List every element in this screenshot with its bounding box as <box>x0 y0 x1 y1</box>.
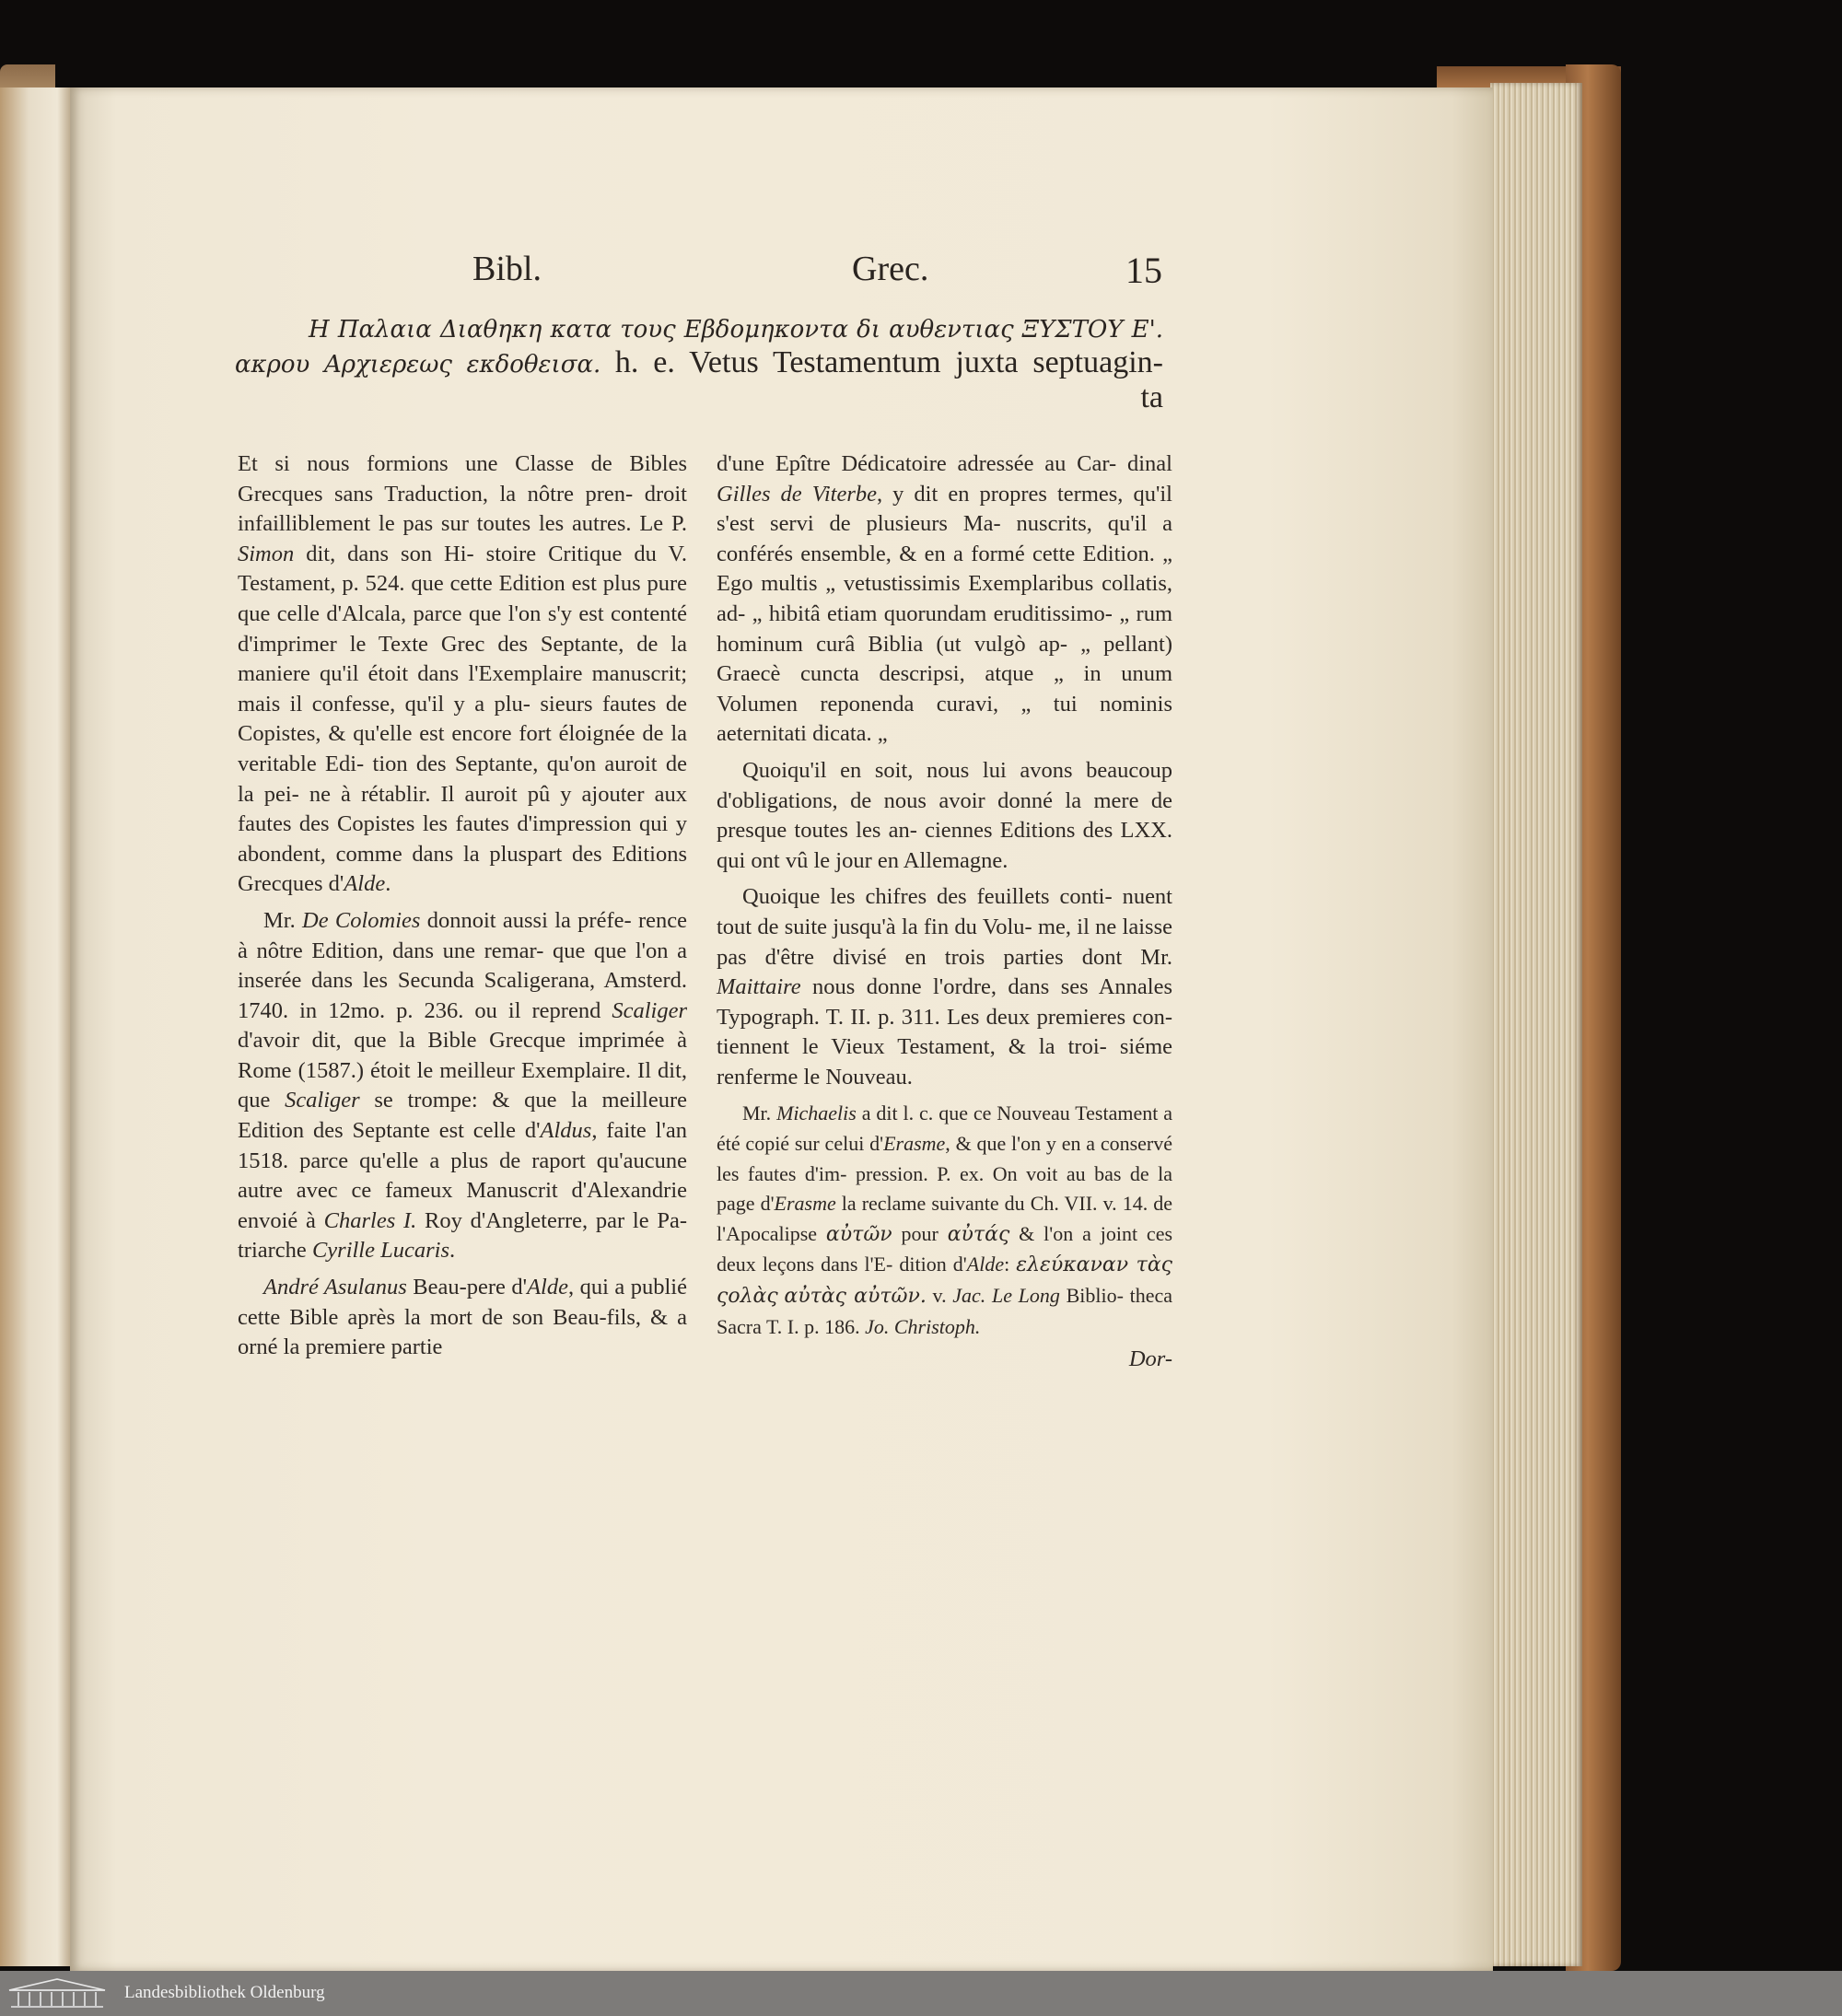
entry-latin-line3: ta <box>1140 380 1163 414</box>
right-paragraph-4: Mr. Michaelis a dit l. c. que ce Nouveau Testament a été copié sur celui d'Erasme, & que l'on y en a conservé les fautes d'im- pression. P. ex. On voit au bas de la page d'Erasme la reclame suivante du Ch. VII. v. 14. de l'Apocalipse αὐτῶν pour αὐτάς & l'on a joint ces deux leçons dans l'E- dition d'Alde: ελεύκαναν τὰς ςολὰς αὐτὰς αὐτῶν. v. Jac. Le Long Biblio- theca Sacra T. I. p. 186. Jo. Christoph. <box>717 1101 1173 1338</box>
page-number: 15 <box>1125 250 1162 291</box>
entry-greek-line2: ακρου Αρχιερεως εκδοθεισα. <box>235 351 601 379</box>
library-name: Landesbibliothek Oldenburg <box>124 1983 325 2002</box>
left-column <box>238 449 687 1369</box>
library-building-icon <box>6 1975 109 2010</box>
bibliographic-entry <box>235 313 1163 414</box>
entry-latin-line2: h. e. Vetus Testamentum juxta septuagin- <box>614 345 1163 379</box>
right-paragraph-2: Quoiqu'il en soit, nous lui avons beaucoup d'obligations, de nous avoir donné la mere de presque toutes les an- ciennes Editions des LXX. qui ont vû le jour en Allemagne. <box>717 757 1173 873</box>
page-edges <box>1490 83 1582 1966</box>
right-paragraph-3: Quoique les chifres des feuillets conti- nuent tout de suite jusqu'à la fin du Volu- me, il ne laisse pas d'être divisé en trois parties dont Mr. Maittaire nous donne l'ordre, dans ses Annales Typograph. T. II. p. 311. Les deux premieres con- tiennent le Vieux Testament, & la troi- siéme renferme le Nouveau. <box>717 884 1173 1090</box>
right-paragraph-1: d'une Epître Dédicatoire adressée au Car- dinal Gilles de Viterbe, y dit en propres termes, qu'il s'est servi de plusieurs Ma- nuscrits, qu'il a conférés ensemble, & en a formé cette Edition. „ Ego multis „ vetustissimis Exemplaribus collatis, ad- „ hibitâ etiam quorundam eruditissimo- „ rum hominum curâ Biblia (ut vulgò ap- „ pellant) Graecè cuncta descripsi, atque „ in unum Volumen reponenda curavi, „ tui nominis aeternitati dicata. „ <box>717 451 1173 747</box>
left-paragraph-2: Mr. De Colomies donnoit aussi la préfe- rence à nôtre Edition, dans une remar- que que l'on a inserée dans les Secunda Scaligerana, Amsterd. 1740. in 12mo. p. 236. ou il reprend Scaliger d'avoir dit, que la Bible Grecque imprimée à Rome (1587.) étoit le meilleur Exemplaire. Il dit, que Scaliger se trompe: & que la meilleure Edition des Septante est celle d'Aldus, faite l'an 1518. parce qu'elle a plus de raport qu'aucune autre avec ce fameux Manuscrit d'Alexandrie envoié à Charles I. Roy d'Angleterre, par le Pa- triarche Cyrille Lucaris. <box>238 907 688 1264</box>
running-head-center: Grec. <box>852 250 929 288</box>
catchword: Dor- <box>1128 1346 1172 1372</box>
running-head-left: Bibl. <box>472 250 542 288</box>
left-page-edge <box>0 87 72 1966</box>
right-column <box>717 449 1172 1375</box>
left-paragraph-3: André Asulanus Beau-pere d'Alde, qui a publié cette Bible après la mort de son Beau-fils, & a orné la premiere partie <box>238 1275 687 1360</box>
left-paragraph-1: Et si nous formions une Classe de Bibles Grecques sans Traduction, la nôtre pren- droit infailliblement le pas sur toutes les autres. Le P. Simon dit, dans son Hi- stoire Critique du V. Testament, p. 524. que cette Edition est plus pure que celle d'Alcala, parce que l'on s'y est contenté d'imprimer le Texte Grec des Septante, de la maniere qu'il étoit dans l'Exemplaire manuscrit; mais il confesse, qu'il y a plu- sieurs fautes de Copistes, & qu'elle est encore fort éloignée de la veritable Edi- tion des Septante, qu'on auroit de la pei- ne à rétablir. Il auroit pû y ajouter aux fautes des Copistes les fautes d'impression qui y abondent, comme dans la pluspart des Editions Grecques d'Alde. <box>238 451 688 897</box>
entry-greek-line1: Η Παλαια Διαθηκη κατα τους Εβδομηκοντα δι αυθεντιας ΞΥΣΤΟΥ Ε'. <box>309 316 1163 344</box>
